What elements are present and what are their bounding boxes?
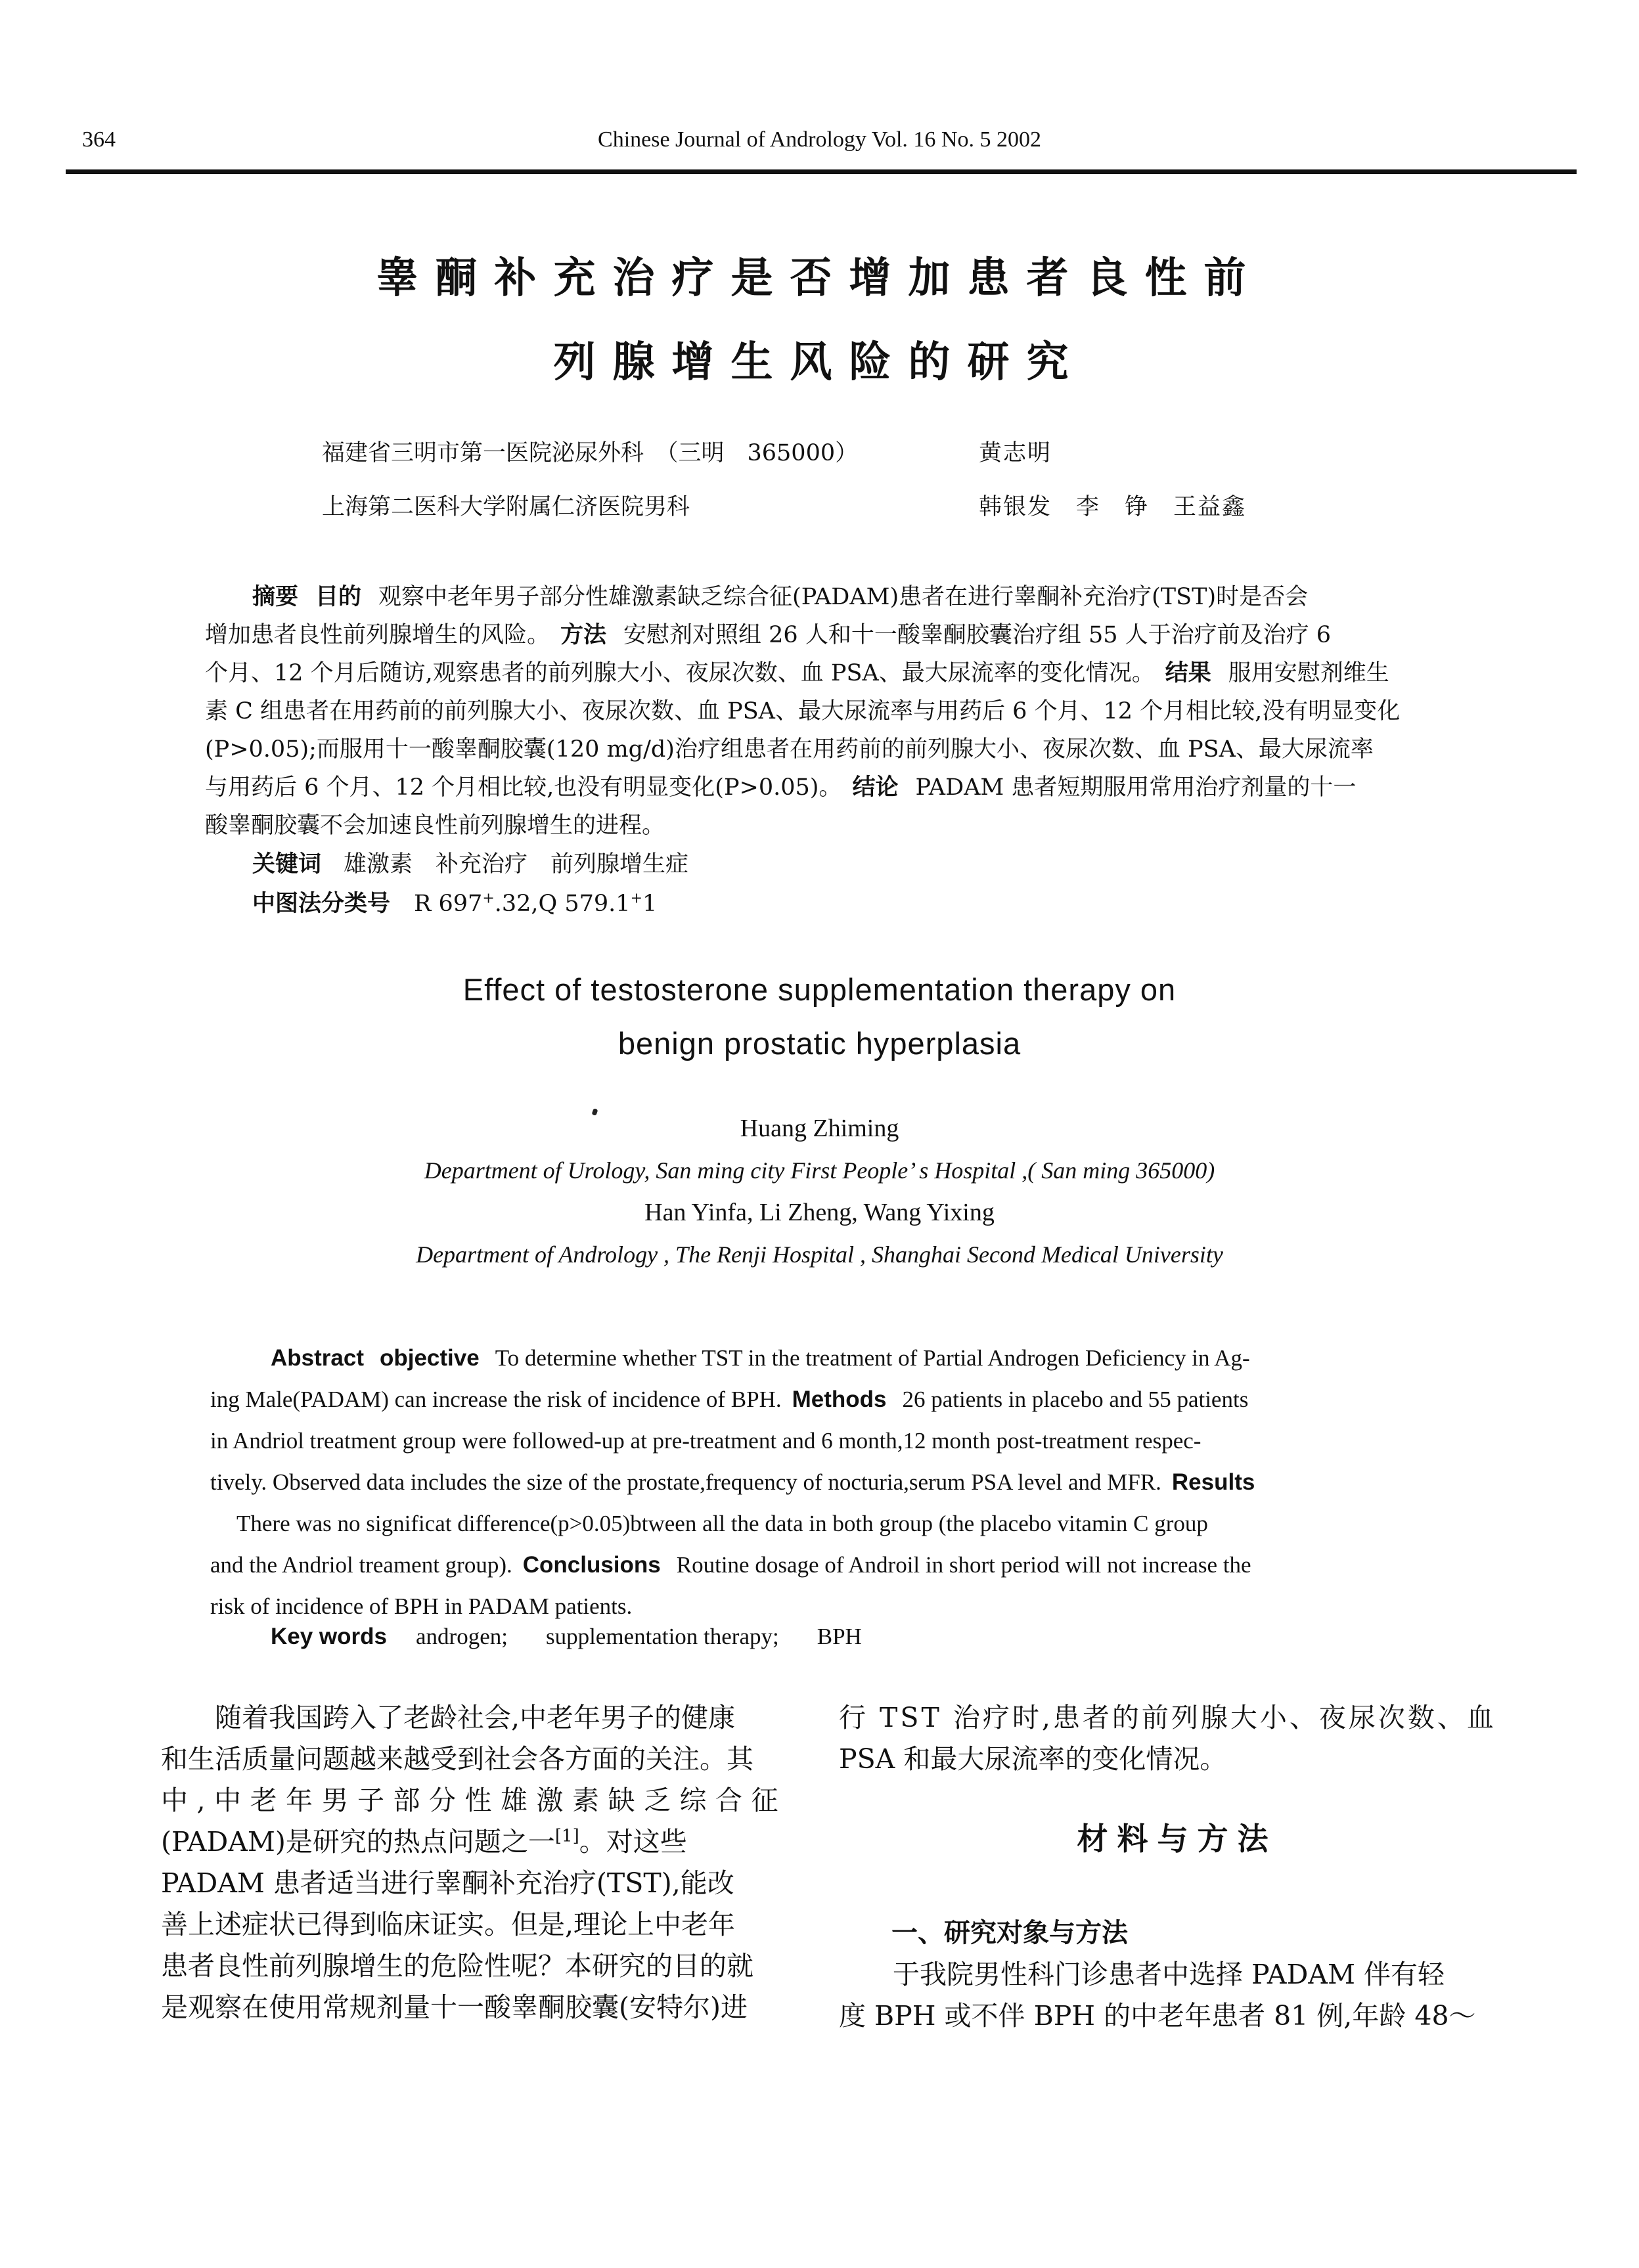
subsection-heading-subjects-methods: 一、研究对象与方法 bbox=[891, 1918, 1128, 1948]
abstract-en-line-5 bbox=[210, 1503, 1455, 1544]
clc-part2: .32,Q 579.1 bbox=[494, 891, 631, 917]
body-right-line-1: 行 TST 治疗时,患者的前列腺大小、夜尿次数、血 bbox=[839, 1702, 1496, 1733]
abstract-cn-text: 增加患者良性前列腺增生的风险。 bbox=[205, 622, 550, 648]
abstract-cn-text: 与用药后 6 个月、12 个月相比较,也没有明显变化(P>0.05)。 bbox=[205, 774, 842, 801]
abstract-cn-text: 服用安慰剂维生 bbox=[1228, 660, 1389, 686]
abstract-en-line-3 bbox=[210, 1420, 1455, 1461]
abstract-en-label: Abstract bbox=[271, 1345, 364, 1371]
methods-en-label: Methods bbox=[792, 1387, 887, 1412]
abstract-cn-line-2 bbox=[205, 616, 1453, 654]
objective-en-label: objective bbox=[379, 1345, 480, 1371]
body-left-line-1: 随着我国跨入了老龄社会,中老年男子的健康 bbox=[215, 1702, 736, 1733]
keyword-en-2: supplementation therapy; bbox=[545, 1624, 779, 1649]
abstract-en-line-2 bbox=[210, 1379, 1455, 1420]
keyword-en-3: BPH bbox=[817, 1624, 862, 1649]
body-left-line-4-tail: 。对这些 bbox=[579, 1826, 687, 1857]
header-rule bbox=[66, 169, 1577, 174]
body-left-line-7: 患者良性前列腺增生的危险性呢？本研究的目的就 bbox=[161, 1950, 753, 1982]
clc-sup2: + bbox=[630, 890, 642, 907]
abstract-cn-text: 个月、12 个月后随访,观察患者的前列腺大小、夜尿次数、血 PSA、最大尿流率的变化情况。 bbox=[205, 660, 1155, 686]
abstract-cn-text: 素 C 组患者在用药前的前列腺大小、夜尿次数、血 PSA、最大尿流率与用药后 6 个月、12 个月相比较,没有明显变化 bbox=[205, 698, 1401, 724]
abstract-cn-line-7 bbox=[205, 807, 1453, 845]
abstract-label: 摘要 bbox=[252, 584, 299, 610]
abstract-en-line-7 bbox=[210, 1586, 1455, 1627]
body-left-line-8: 是观察在使用常规剂量十一酸睾酮胶囊(安特尔)进 bbox=[161, 1991, 748, 2023]
abstract-cn-text: PADAM 患者短期服用常用治疗剂量的十一 bbox=[915, 774, 1357, 801]
abstract-en-text: There was no significat difference(p>0.05)btween all the data in both group (the placebo vitamin C group bbox=[236, 1511, 1208, 1536]
abstract-cn-line-4 bbox=[205, 692, 1453, 730]
abstract-en-line-6 bbox=[210, 1544, 1455, 1586]
abstract-en-text: ing Male(PADAM) can increase the risk of incidence of BPH. bbox=[210, 1387, 782, 1412]
objective-label: 目的 bbox=[315, 584, 362, 610]
article-title-cn-line1: 睾酮补充治疗是否增加患者良性前 bbox=[376, 254, 1263, 303]
section-heading-materials-methods: 材料与方法 bbox=[1077, 1821, 1278, 1857]
body-right-line-2: PSA 和最大尿流率的变化情况。 bbox=[839, 1743, 1227, 1775]
body-left-line-2: 和生活质量问题越来越受到社会各方面的关注。其 bbox=[161, 1743, 753, 1775]
abstract-cn-text: (P>0.05);而服用十一酸睾酮胶囊(120 mg/d)治疗组患者在用药前的前列腺大小、夜尿次数、血 PSA、最大尿流率 bbox=[205, 736, 1374, 763]
body-left-line-3: 中,中老年男子部分性雄激素缺乏综合征 bbox=[161, 1785, 788, 1816]
body-left-line-6: 善上述症状已得到临床证实。但是,理论上中老年 bbox=[161, 1909, 736, 1940]
affiliation-row-1 bbox=[322, 435, 1508, 468]
keywords-en-label: Key words bbox=[271, 1624, 387, 1649]
author-en-1: Huang Zhiming bbox=[740, 1115, 899, 1142]
authors-en-2: Han Yinfa, Li Zheng, Wang Yixing bbox=[644, 1199, 995, 1226]
clc-part1: R 697 bbox=[414, 891, 483, 917]
abstract-cn-text: 安慰剂对照组 26 人和十一酸睾酮胶囊治疗组 55 人于治疗前及治疗 6 bbox=[623, 622, 1332, 648]
abstract-cn-line-1 bbox=[205, 578, 1453, 616]
clc-label: 中图法分类号 bbox=[252, 891, 391, 917]
page-number: 364 bbox=[82, 127, 116, 152]
article-title-en bbox=[0, 963, 1639, 1071]
authors-en bbox=[0, 1107, 1639, 1276]
methods-label: 方法 bbox=[560, 622, 607, 648]
abstract-cn-line-6 bbox=[205, 768, 1453, 807]
affiliation-1-authors: 黄志明 bbox=[979, 440, 1052, 466]
abstract-cn-text: 酸睾酮胶囊不会加速良性前列腺增生的进程。 bbox=[205, 812, 665, 839]
journal-running-title: Chinese Journal of Andrology Vol. 16 No. 5 2002 bbox=[598, 127, 1041, 152]
abstract-en-text: To determine whether TST in the treatment of Partial Androgen Deficiency in Ag- bbox=[495, 1345, 1250, 1371]
results-label: 结果 bbox=[1165, 660, 1211, 686]
affiliation-row-2 bbox=[322, 489, 1508, 522]
abstract-cn-line-3 bbox=[205, 654, 1453, 692]
clc-part3: 1 bbox=[642, 891, 658, 917]
abstract-en-text: risk of incidence of BPH in PADAM patients. bbox=[210, 1593, 633, 1619]
keywords-cn bbox=[205, 846, 688, 879]
clc-number bbox=[205, 885, 657, 918]
abstract-en-text: tively. Observed data includes the size of the prostate,frequency of nocturia,serum PSA level and MFR. bbox=[210, 1469, 1161, 1495]
article-title-en-line2: benign prostatic hyperplasia bbox=[617, 1026, 1022, 1061]
conclusions-en-label: Conclusions bbox=[522, 1552, 661, 1578]
article-title-en-line1: Effect of testosterone supplementation therapy on bbox=[462, 972, 1177, 1007]
reference-marker: [1] bbox=[554, 1826, 579, 1846]
article-title-cn-line2: 列腺增生风险的研究 bbox=[553, 338, 1086, 387]
body-left-line-4-text: (PADAM)是研究的热点问题之一 bbox=[161, 1826, 555, 1857]
keyword-en-1: androgen; bbox=[416, 1624, 508, 1649]
abstract-en-text: 26 patients in placebo and 55 patients bbox=[902, 1387, 1249, 1412]
keywords-en bbox=[210, 1624, 900, 1650]
keywords-cn-text: 雄激素 补充治疗 前列腺增生症 bbox=[344, 851, 689, 878]
abstract-en-text: in Andriol treatment group were followed-up at pre-treatment and 6 month,12 month post-treatment respec- bbox=[210, 1428, 1201, 1454]
body-column-left bbox=[161, 1697, 818, 2028]
article-title-cn bbox=[0, 236, 1639, 405]
affiliation-1-text: 福建省三明市第一医院泌尿外科 （三明 365000） bbox=[322, 440, 859, 466]
affiliation-en-1: Department of Urology, San ming city First People’ s Hospital ,( San ming 365000) bbox=[424, 1157, 1215, 1184]
body-left-line-5: PADAM 患者适当进行睾酮补充治疗(TST),能改 bbox=[161, 1867, 734, 1899]
body-right-line-4: 度 BPH 或不伴 BPH 的中老年患者 81 例,年龄 48～ bbox=[839, 2000, 1476, 2032]
body-column-right bbox=[839, 1697, 1516, 2037]
abstract-en-text: Routine dosage of Androil in short period will not increase the bbox=[676, 1552, 1251, 1578]
results-en-label: Results bbox=[1171, 1469, 1255, 1495]
body-left-line-4 bbox=[161, 1821, 818, 1863]
body-right-line-3: 于我院男性科门诊患者中选择 PADAM 伴有轻 bbox=[893, 1959, 1445, 1990]
keywords-cn-label: 关键词 bbox=[252, 851, 322, 878]
abstract-en bbox=[210, 1337, 1455, 1627]
abstract-cn-line-5 bbox=[205, 730, 1453, 768]
affiliation-en-2: Department of Andrology , The Renji Hospital , Shanghai Second Medical University bbox=[416, 1241, 1223, 1268]
clc-sup1: + bbox=[482, 890, 495, 907]
abstract-en-line-1 bbox=[210, 1337, 1455, 1379]
conclusion-label: 结论 bbox=[852, 774, 899, 801]
abstract-cn bbox=[205, 578, 1453, 845]
affiliation-2-authors: 韩银发 李 铮 王益鑫 bbox=[979, 494, 1247, 520]
abstract-en-line-4 bbox=[210, 1461, 1455, 1503]
abstract-cn-text: 观察中老年男子部分性雄激素缺乏综合征(PADAM)患者在进行睾酮补充治疗(TST)时是否会 bbox=[378, 584, 1309, 610]
affiliation-2-text: 上海第二医科大学附属仁济医院男科 bbox=[322, 494, 690, 520]
abstract-en-text: and the Andriol treament group). bbox=[210, 1552, 512, 1578]
